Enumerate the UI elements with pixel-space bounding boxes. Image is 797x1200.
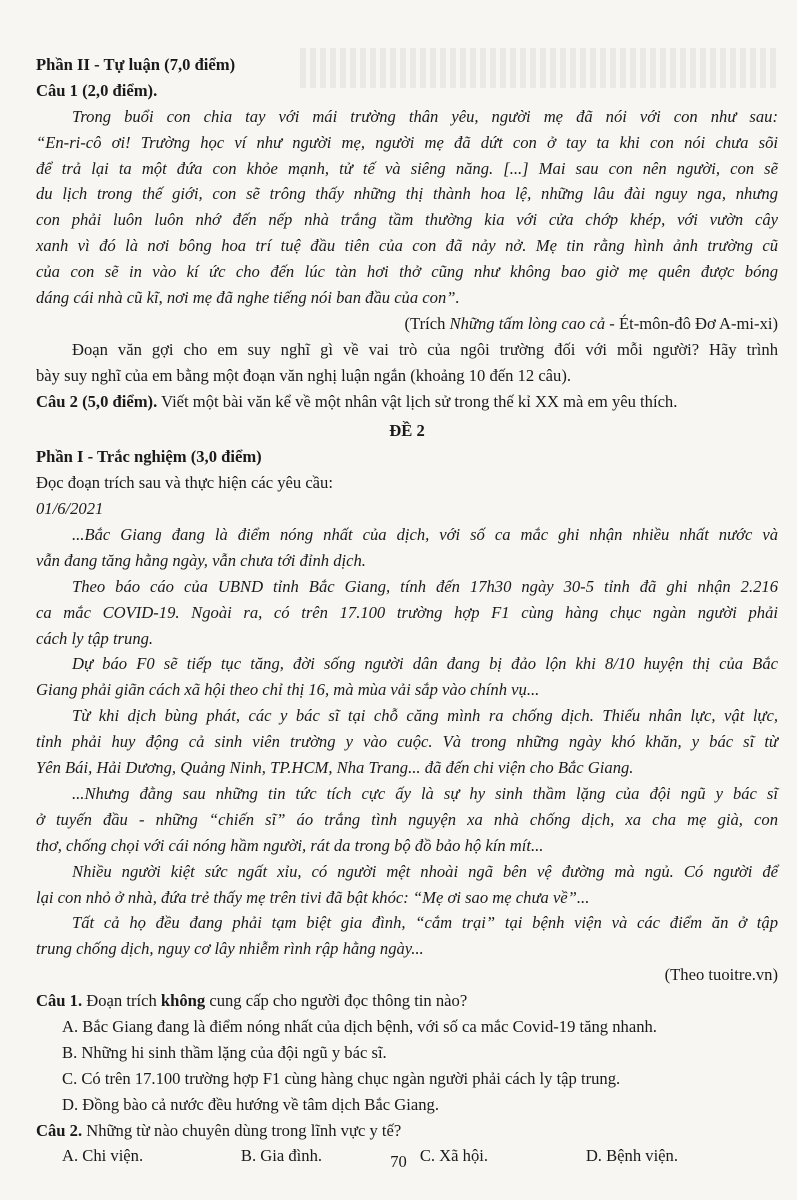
passage-line: “En-ri-cô ơi! Trường học ví như người mẹ, người mẹ đã dứt con ở tay ta khi con nói chưa sõi: [36, 132, 778, 152]
answer-option-d: D. Bệnh viện.: [585, 1146, 678, 1166]
question-label: Câu 1.: [36, 991, 83, 1011]
passage-line: để trả lại ta một đứa con khỏe mạnh, tử tế và siêng năng. [...] Mai sau con nên người, con sẽ: [36, 158, 778, 178]
answer-option-b: B. Gia đình.: [240, 1146, 323, 1166]
passage-line: Trong buổi con chia tay với mái trường thân yêu, người mẹ đã nói với con như sau:: [72, 106, 778, 126]
passage-line: Yên Bái, Hải Dương, Quảng Ninh, TP.HCM, Nha Trang... đã đến chi viện cho Bắc Giang.: [36, 758, 634, 778]
question-text: Những từ nào chuyên dùng trong lĩnh vực y tế?: [82, 1120, 402, 1140]
document-page: [36, 52, 778, 1169]
passage-source: [36, 311, 778, 337]
passage-line: thơ, chống chọi với cái nóng hầm người, rát da trong bộ đồ bảo hộ kín mít...: [36, 835, 544, 855]
instruction: Đọc đoạn trích sau và thực hiện các yêu cầu:: [36, 473, 333, 493]
passage-line: Giang phải giãn cách xã hội theo chỉ thị 16, mà mùa vải sắp vào chính vụ...: [36, 680, 540, 700]
mc-question-2: [36, 1118, 778, 1144]
prompt-line: Đoạn văn gợi cho em suy nghĩ gì về vai trò của ngôi trường đối với mỗi người? Hãy trình: [72, 339, 778, 359]
question-label: Câu 2.: [36, 1120, 83, 1140]
part1-heading: Phần I - Trắc nghiệm (3,0 điểm): [36, 447, 262, 467]
source-author: - Ét-môn-đô Đơ A-mi-xi): [605, 313, 778, 333]
passage-date: 01/6/2021: [36, 499, 104, 519]
question2: [36, 389, 778, 415]
question-text: Đoạn trích: [82, 991, 161, 1011]
question1-heading: Câu 1 (2,0 điểm).: [36, 80, 158, 100]
answer-option-b: B. Những hi sinh thầm lặng của đội ngũ y bác sĩ.: [62, 1042, 387, 1062]
exam-title: ĐỀ 2: [389, 421, 425, 441]
passage-line: ...Nhưng đằng sau những tin tức tích cực ấy là sự hy sinh thầm lặng của đội ngũ y bác sĩ: [72, 783, 778, 803]
passage-line: ...Bắc Giang đang là điểm nóng nhất của dịch, với số ca mắc ghi nhận nhiều nhất nước và: [72, 525, 778, 545]
answer-option-c: C. Xã hội.: [419, 1146, 489, 1166]
passage-line: cách ly tập trung.: [36, 628, 154, 648]
passage-line: tỉnh phải huy động cả sinh viên trường y vào cuộc. Và trong những ngày khó khăn, y bác sĩ từ: [36, 732, 778, 752]
passage-line: Từ khi dịch bùng phát, các y bác sĩ tại chỗ căng mình ra chống dịch. Thiếu nhân lực, vật lực,: [72, 706, 778, 726]
passage-line: Nhiều người kiệt sức ngất xỉu, có người mệt nhoài ngã bên vệ đường mà ngủ. Có người để: [72, 861, 778, 881]
question2-label: Câu 2 (5,0 điểm).: [36, 391, 158, 411]
passage-line: Theo báo cáo của UBND tỉnh Bắc Giang, tính đến 17h30 ngày 30-5 tỉnh đã ghi nhận 2.216: [72, 576, 778, 596]
mc-question-1: [36, 988, 778, 1014]
question-emphasis: không: [160, 991, 206, 1011]
question2-text: Viết một bài văn kể về một nhân vật lịch sử trong thế kỉ XX mà em yêu thích.: [157, 391, 678, 411]
passage-line: Dự báo F0 sẽ tiếp tục tăng, đời sống người dân đang bị đảo lộn khi 8/10 huyện thị của Bắc: [72, 654, 778, 674]
passage-line: trung chống dịch, nguy cơ lây nhiễm rình rập hằng ngày...: [36, 939, 424, 959]
passage-line: ca mắc COVID-19. Ngoài ra, có trên 17.100 trường hợp F1 cùng hàng chục ngàn người phải: [36, 602, 778, 622]
passage-line: con phải luôn luôn nhớ đến nếp nhà trắng tầm thường kia với cửa chớp khép, với vườn cây: [36, 210, 778, 230]
part2-heading: Phần II - Tự luận (7,0 điểm): [36, 55, 236, 74]
answer-option-a: A. Bắc Giang đang là điểm nóng nhất của dịch bệnh, với số ca mắc Covid-19 tăng nhanh.: [62, 1016, 657, 1036]
question-text: cung cấp cho người đọc thông tin nào?: [205, 991, 468, 1011]
source-title: Những tấm lòng cao cả: [449, 313, 606, 333]
passage-line: ở tuyến đầu - những “chiến sĩ” áo trắng tình nguyện xa nhà chống dịch, xa cha mẹ già, con: [36, 809, 778, 829]
passage-line: của con sẽ in vào kí ức cho đến lúc tàn hơi thở cũng như không bao giờ mẹ quên được bóng: [36, 262, 778, 282]
passage-line: vẫn đang tăng hằng ngày, vẫn chưa tới đỉnh dịch.: [36, 550, 366, 570]
passage-line: dáng cái nhà cũ kĩ, nơi mẹ đã nghe tiếng nói ban đầu của con”.: [36, 288, 460, 308]
page-number: 70: [390, 1152, 407, 1171]
passage-line: xanh vì đó là nơi bông hoa trí tuệ đầu tiên của con đã nảy nở. Mẹ tin rằng hình ảnh trường cũ: [36, 236, 778, 256]
answer-option-c: C. Có trên 17.100 trường hợp F1 cùng hàng chục ngàn người phải cách ly tập trung.: [62, 1068, 621, 1088]
prompt-line: bày suy nghĩ của em bằng một đoạn văn nghị luận ngắn (khoảng 10 đến 12 câu).: [36, 365, 572, 385]
passage-source: (Theo tuoitre.vn): [664, 965, 778, 985]
answer-option-a: A. Chi viện.: [62, 1146, 144, 1166]
passage-line: lại con nhỏ ở nhà, đứa trẻ thấy mẹ trên tivi đã bật khóc: “Mẹ ơi sao mẹ chưa về”...: [36, 887, 590, 907]
passage-line: du lịch trong thế giới, con sẽ trông thấy những thị thành hoa lệ, những lâu đài nguy nga, nhưng: [36, 184, 778, 204]
answer-option-d: D. Đồng bào cả nước đều hướng về tâm dịch Bắc Giang.: [62, 1094, 439, 1114]
source-prefix: (Trích: [404, 313, 450, 333]
passage-line: Tất cả họ đều đang phải tạm biệt gia đình, “cắm trại” tại bệnh viện và các điểm ăn ở tập: [72, 913, 778, 933]
